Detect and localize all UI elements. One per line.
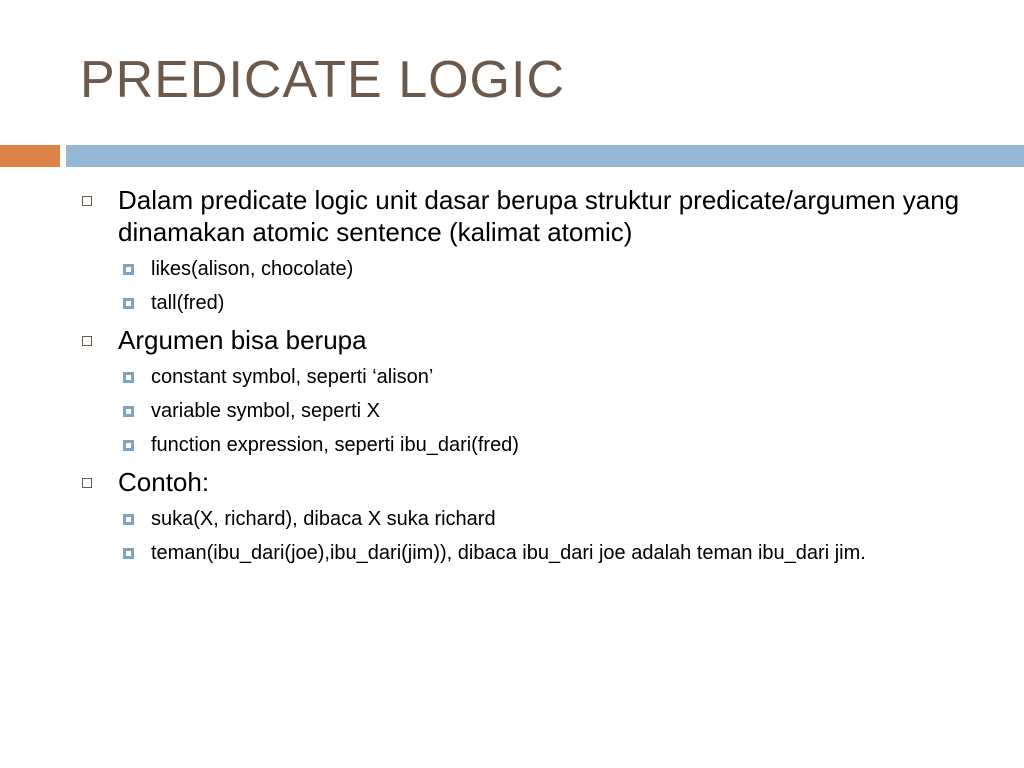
sub-bullet-item — [122, 290, 978, 316]
sub-bullet-text: tall(fred) — [151, 292, 225, 314]
sub-bullet-text: teman(ibu_dari(joe),ibu_dari(jim)), dibaca ibu_dari joe adalah teman ibu_dari jim. — [151, 542, 866, 564]
square-bullet-icon — [123, 440, 134, 451]
bullet-text: Dalam predicate logic unit dasar berupa struktur predicate/argumen yang dinamakan atomic sentence (kalimat atomic) — [118, 185, 960, 247]
sub-bullet-text: function expression, seperti ibu_dari(fred) — [151, 434, 519, 456]
square-bullet-icon — [123, 514, 134, 525]
hollow-square-bullet-icon — [82, 478, 92, 488]
sub-bullet-text: suka(X, richard), dibaca X suka richard — [151, 508, 496, 530]
square-bullet-icon — [123, 298, 134, 309]
square-bullet-icon — [123, 406, 134, 417]
sub-bullet-item — [122, 364, 978, 390]
bullet-text: Argumen bisa berupa — [118, 325, 367, 355]
sub-bullet-item — [122, 506, 978, 532]
bullet-text: Contoh: — [118, 467, 210, 497]
square-bullet-icon — [123, 264, 134, 275]
sub-bullet-item — [122, 256, 978, 282]
hollow-square-bullet-icon — [82, 336, 92, 346]
square-bullet-icon — [123, 372, 134, 383]
sub-bullet-item — [122, 432, 978, 458]
sub-bullet-text: constant symbol, seperti ‘alison’ — [151, 366, 434, 388]
bullet-item — [78, 324, 978, 356]
hollow-square-bullet-icon — [82, 196, 92, 206]
bullet-item — [78, 184, 978, 248]
bullet-list — [78, 184, 978, 566]
accent-bar-blue — [66, 145, 1024, 167]
sub-bullet-item — [122, 540, 978, 566]
sub-bullet-text: likes(alison, chocolate) — [151, 258, 354, 280]
bullet-item — [78, 466, 978, 498]
slide-title: PREDICATE LOGIC — [80, 51, 566, 109]
accent-bar-orange — [0, 145, 60, 167]
square-bullet-icon — [123, 548, 134, 559]
sub-bullet-text: variable symbol, seperti X — [151, 400, 380, 422]
sub-bullet-item — [122, 398, 978, 424]
